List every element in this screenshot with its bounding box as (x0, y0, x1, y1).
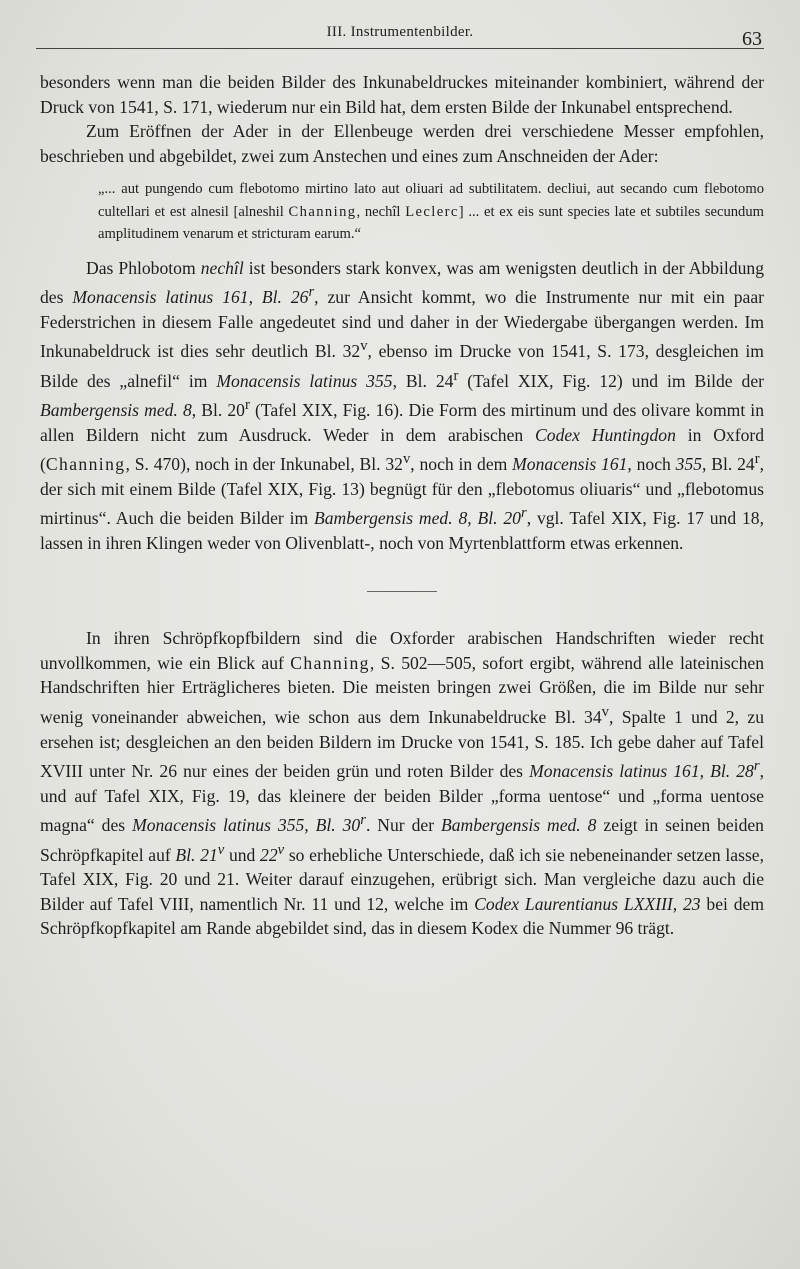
page-number: 63 (742, 28, 762, 50)
italic-run: Bambergensis med. 8 (441, 815, 597, 836)
italic-run: Bambergensis med. 8 (40, 400, 192, 420)
spaced-name: Channing (45, 454, 126, 475)
spaced-name: Channing (288, 203, 357, 220)
italic-run: Monacensis latinus 355, Bl. 30 (132, 815, 361, 836)
text-run: , und auf Tafel XIX, Fig. 19, das kleinere der beiden Bilder „forma uentose“ und „forma uentose magna“ des (40, 760, 764, 836)
text-run: Zum Eröffnen der Ader in der Ellenbeuge werden drei verschiedene Messer empfohlen, beschrieben und abgebildet, zwei zum Anstechen und eines zum Anschneiden der Ader: (40, 121, 764, 166)
text-run: , Bl. 24 (392, 370, 454, 391)
italic-run: 22 (260, 844, 278, 865)
italic-run: 355 (675, 454, 703, 475)
text-run: , der sich mit einem Bilde (Tafel XIX, Fig. 13) begnügt für den „flebotomus oliuaris“ und „flebotomus mirtinus“. Auch die beiden Bilder im (40, 454, 764, 529)
text-run: Das Phlobotom (86, 257, 201, 278)
italic-run: Monacensis latinus 355 (216, 370, 393, 391)
text-run: in Oxford ( (40, 424, 765, 475)
superscript: v (217, 841, 225, 858)
italic-run: Monacensis 161 (512, 454, 628, 475)
text-run: (Tafel XIX, Fig. 12) und im Bilde der (458, 370, 764, 391)
italic-run: Codex Huntingdon (535, 424, 676, 445)
text-run: und (224, 844, 261, 865)
italic-run: nechîl (200, 257, 244, 278)
paragraph-schroepfkopf (40, 626, 764, 941)
superscript: r (753, 758, 760, 775)
section-divider (367, 591, 437, 592)
text-body (40, 70, 764, 941)
text-run: „... aut pungendo cum flebotomo mirtino lato aut oliuari ad subtilitatem. decliui, aut secando cum flebotomo cultellari et est alnesil [alneshil (98, 181, 764, 220)
text-run: , Bl. 24 (702, 454, 755, 475)
text-run: , zur Ansicht kommt, wo die Instrumente nur mit ein paar Federstrichen in diesem Falle angedeutet sind und daher in der Wiedergabe übergangen werden. Im Inkunabeldruck ist dies sehr deutlich Bl. 32 (40, 287, 764, 362)
superscript: r (520, 505, 527, 522)
italic-run: Bambergensis med. 8, Bl. 20 (314, 508, 521, 529)
text-run: , Spalte 1 und 2, zu ersehen ist; desgleichen an den beiden Bildern im Drucke von 1541, S. 185. Ich gebe daher auf Tafel XVIII unter Nr. 26 nur eines der beiden grün und roten Bilder des (40, 706, 764, 781)
text-run: (Tafel XIX, Fig. 16). Die Form des mirtinum und des olivare kommt in allen Bildern nicht zum Ausdruck. Weder in dem arabischen (40, 400, 764, 445)
superscript: v (601, 704, 609, 721)
text-run: In ihren Schröpfkopfbildern sind die Oxforder arabischen Handschriften wieder recht unvollkommen, wie ein Blick auf (40, 628, 764, 673)
italic-run: Monacensis latinus 161, Bl. 28 (529, 760, 754, 781)
text-run: zeigt in seinen beiden Schröpfkapitel auf (40, 815, 764, 865)
text-run: so erhebliche Unterschiede, daß ich sie nebeneinander setzen lasse, Tafel XIX, Fig. 20 und 21. Weiter darauf einzugehen, erübrigt sich. Man vergleiche dazu auch die Bilder auf Tafel VIII, namentlich Nr. 11 und 12, welche im (40, 844, 765, 914)
italic-run: Bl. 21 (175, 844, 218, 865)
text-run: . Nur der (365, 815, 442, 836)
text-run: , S. 470), noch in der Inkunabel, Bl. 32 (125, 454, 403, 475)
text-run: , ebenso im Drucke von 1541, S. 173, desgleichen im Bilde des „alnefil“ im (40, 341, 764, 391)
spaced-name: Channing (290, 652, 370, 673)
superscript: r (244, 397, 250, 414)
paragraph-aderlass (40, 119, 764, 168)
superscript: r (754, 451, 760, 468)
paragraph-phlobotom (40, 256, 764, 556)
superscript: r (453, 367, 459, 384)
running-title: III. Instrumentenbilder. (326, 24, 474, 40)
superscript: v (277, 841, 285, 858)
superscript: v (360, 338, 368, 355)
page-header (36, 18, 764, 58)
text-run: , vgl. Tafel XIX, Fig. 17 und 18, lassen in ihren Klingen weder von Olivenblatt-, noch von Myrtenblattform etwas erkennen. (40, 508, 764, 553)
text-run: besonders wenn man die beiden Bilder des Inkunabeldruckes miteinander kombiniert, während der Druck von 1541, S. 171, wiederum nur ein Bild hat, dem ersten Bilde der Inkunabel entsprechend. (40, 72, 764, 117)
text-run: , Bl. 20 (191, 400, 245, 420)
italic-run: Codex Laurentianus LXXIII, 23 (474, 893, 701, 914)
text-run: , S. 502—505, sofort ergibt, während alle lateinischen Handschriften hier Erträglicheres bieten. Die meisten bringen zwei Größen, die im Bilde nur sehr wenig voneinander abweichen, wie schon aus dem Inkunabeldrucke Bl. 34 (40, 652, 764, 727)
superscript: r (360, 812, 366, 829)
spaced-name: Leclerc (405, 203, 459, 220)
text-run: ] ... et ex eis sunt species late et subtiles secundum amplitudinem venarum et stricturam earum.“ (98, 203, 765, 243)
paragraph-continuation (40, 70, 764, 119)
text-run: , nechîl (356, 203, 406, 220)
text-run: , noch (627, 454, 676, 475)
text-run: ist besonders stark konvex, was am wenigsten deutlich in der Abbildung des (40, 257, 765, 308)
latin-quotation (40, 178, 764, 245)
text-run: bei dem Schröpfkopfkapitel am Rande abgebildet sind, das in diesem Kodex die Nummer 96 trägt. (40, 893, 764, 939)
text-run: , noch in dem (410, 454, 513, 475)
superscript: r (308, 284, 315, 301)
italic-run: Monacensis latinus 161, Bl. 26 (72, 287, 309, 308)
superscript: v (402, 451, 411, 468)
header-rule (36, 48, 764, 49)
